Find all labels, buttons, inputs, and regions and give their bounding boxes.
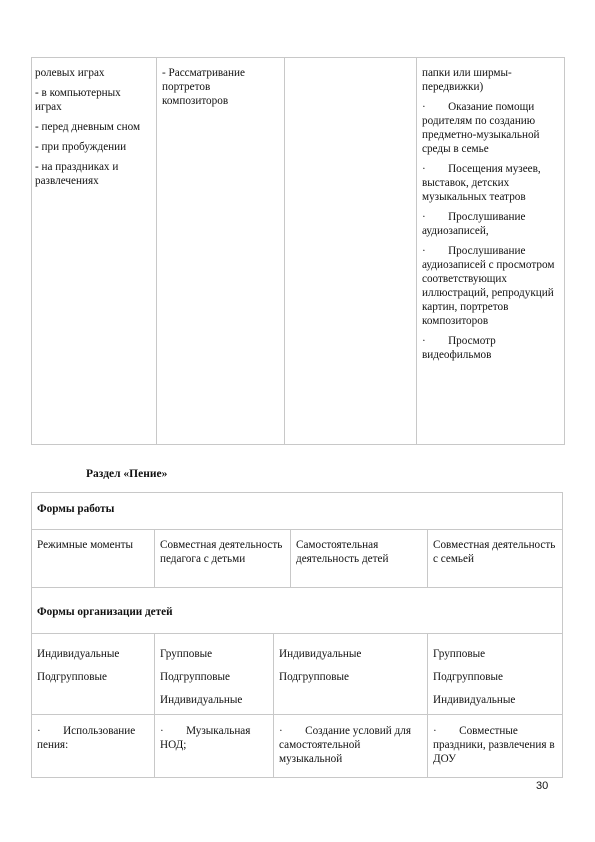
column-divider bbox=[416, 57, 417, 444]
row-divider bbox=[31, 529, 563, 530]
forms-of-work-label: Формы работы bbox=[37, 503, 115, 515]
row-divider bbox=[31, 633, 563, 634]
column-divider bbox=[284, 57, 285, 444]
list-item: - перед дневным сном bbox=[35, 121, 141, 133]
list-item: Индивидуальные bbox=[160, 694, 243, 706]
list-item: Подгрупповые bbox=[37, 671, 108, 683]
list-item: Индивидуальные bbox=[37, 648, 120, 660]
table-cell bbox=[422, 66, 560, 368]
list-item: · Посещения музеев, выставок, детских музыкальных театров bbox=[422, 163, 544, 203]
row-divider bbox=[31, 587, 563, 588]
list-item: - при пробуждении bbox=[35, 141, 127, 153]
forms-of-organization-label: Формы организации детей bbox=[37, 606, 173, 618]
table-cell bbox=[279, 643, 422, 689]
list-item: · Прослушивание аудиозаписей с просмотром соответствующих иллюстраций, репродукций картин, портретов композиторов bbox=[422, 245, 558, 327]
list-item: · Музыкальная НОД; bbox=[160, 725, 254, 751]
list-item: · Оказание помощи родителям по созданию предметно-музыкальной среды в семье bbox=[422, 101, 543, 155]
list-item: · Просмотр видеофильмов bbox=[422, 335, 499, 361]
table-border-right bbox=[562, 492, 563, 777]
table-border-right bbox=[564, 57, 565, 444]
list-item: - в компьютерных играх bbox=[35, 87, 121, 113]
table-border-top bbox=[31, 57, 565, 58]
list-item: папки или ширмы-передвижки) bbox=[422, 67, 512, 93]
header-regime-moments: Режимные моменты bbox=[37, 539, 134, 551]
column-divider bbox=[156, 57, 157, 444]
column-divider bbox=[290, 529, 291, 587]
section-title: Раздел «Пение» bbox=[86, 468, 168, 480]
table-cell bbox=[35, 66, 149, 194]
list-item: · Создание условий для самостоятельной музыкальной bbox=[279, 725, 414, 765]
list-item: Групповые bbox=[160, 648, 213, 660]
table-cell bbox=[162, 66, 277, 114]
list-item: Подгрупповые bbox=[433, 671, 504, 683]
list-item: Подгрупповые bbox=[279, 671, 350, 683]
list-item: Групповые bbox=[433, 648, 486, 660]
list-item: · Совместные праздники, развлечения в ДОУ bbox=[433, 725, 558, 765]
column-divider bbox=[273, 633, 274, 777]
row-divider bbox=[31, 714, 563, 715]
header-family-activity: Совместная деятельность с семьей bbox=[433, 539, 556, 565]
column-divider bbox=[427, 529, 428, 587]
list-item: Подгрупповые bbox=[160, 671, 231, 683]
column-divider bbox=[154, 529, 155, 587]
list-item: · Использование пения: bbox=[37, 725, 139, 751]
table-cell bbox=[433, 643, 559, 712]
table-border-left bbox=[31, 492, 32, 777]
list-item: - на праздниках и развлечениях bbox=[35, 161, 119, 187]
table-cell bbox=[160, 643, 268, 712]
continuation-table bbox=[31, 57, 565, 444]
header-independent-activity: Самостоятельная деятельность детей bbox=[296, 539, 389, 565]
list-item: - Рассматривание портретов композиторов bbox=[162, 67, 245, 107]
table-border-top bbox=[31, 492, 563, 493]
column-divider bbox=[154, 633, 155, 777]
table-border-left bbox=[31, 57, 32, 444]
table-border-bottom bbox=[31, 777, 563, 778]
list-item: Индивидуальные bbox=[433, 694, 516, 706]
page-number: 30 bbox=[536, 780, 549, 792]
list-item: Индивидуальные bbox=[279, 648, 362, 660]
table-cell bbox=[37, 643, 149, 689]
header-joint-activity: Совместная деятельность педагога с детьми bbox=[160, 539, 283, 565]
list-item: · Прослушивание аудиозаписей, bbox=[422, 211, 529, 237]
column-divider bbox=[427, 633, 428, 777]
table-border-bottom bbox=[31, 444, 565, 445]
singing-table bbox=[31, 492, 563, 778]
list-item: ролевых играх bbox=[35, 67, 105, 79]
